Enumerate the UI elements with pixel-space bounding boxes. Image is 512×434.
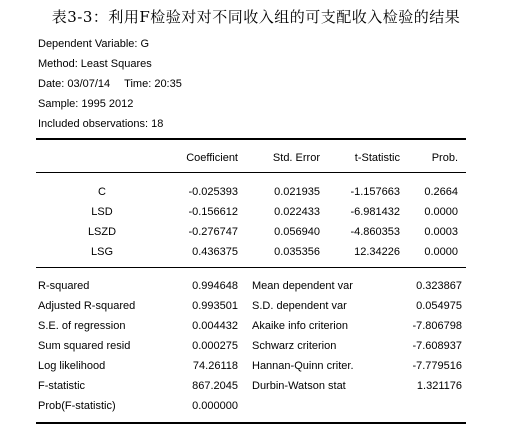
estimation-datetime [38, 78, 182, 90]
stat-label: Schwarz criterion [252, 340, 337, 352]
stat-value: 867.2045 [192, 380, 238, 392]
stat-value: 0.323867 [416, 280, 462, 292]
col-t-statistic: t-Statistic [354, 152, 400, 164]
stat-label: Adjusted R-squared [38, 300, 136, 312]
stat-label: R-squared [38, 280, 90, 292]
stat-label: Akaike info criterion [252, 320, 348, 332]
coefficient-value: -0.025393 [188, 186, 238, 198]
stat-label: S.D. dependent var [252, 300, 347, 312]
estimation-date: Date: 03/07/14 [38, 78, 111, 90]
stat-value: 0.054975 [416, 300, 462, 312]
t-statistic-value: -4.860353 [350, 226, 400, 238]
stat-label: Prob(F-statistic) [38, 400, 116, 412]
top-rule [36, 138, 466, 140]
table-caption: 表3-3：利用F检验对对不同收入组的可支配收入检验的结果 [51, 8, 461, 26]
variable-name: C [98, 186, 106, 198]
stat-value: 0.000275 [192, 340, 238, 352]
col-coefficient: Coefficient [186, 152, 238, 164]
included-observations: Included observations: 18 [38, 118, 164, 130]
stat-value: -7.806798 [412, 320, 462, 332]
prob-value: 0.2664 [424, 186, 458, 198]
estimation-time: Time: 20:35 [124, 78, 182, 90]
variable-name: LSD [91, 206, 113, 218]
stat-value: 74.26118 [192, 360, 238, 372]
coefficient-value: -0.156612 [188, 206, 238, 218]
stat-value: 0.994648 [192, 280, 238, 292]
stat-label: F-statistic [38, 380, 86, 392]
stat-label: Mean dependent var [252, 280, 353, 292]
t-statistic-value: -6.981432 [350, 206, 400, 218]
variable-name: LSG [90, 246, 113, 258]
stat-label: Hannan-Quinn criter. [252, 360, 354, 372]
dependent-variable: Dependent Variable: G [38, 38, 150, 50]
bottom-rule [36, 422, 466, 424]
stat-label: Durbin-Watson stat [252, 380, 346, 392]
coefficient-value: 0.436375 [192, 246, 238, 258]
estimation-method: Method: Least Squares [38, 58, 152, 70]
variable-name: LSZD [87, 226, 117, 238]
stat-label: Sum squared resid [38, 340, 131, 352]
prob-value: 0.0000 [424, 246, 458, 258]
stat-value: 0.004432 [192, 320, 238, 332]
t-statistic-value: 12.34226 [354, 246, 400, 258]
prob-value: 0.0000 [424, 206, 458, 218]
col-std-error: Std. Error [272, 152, 320, 164]
header-rule [36, 172, 466, 173]
std-error-value: 0.035356 [274, 246, 320, 258]
sample-range: Sample: 1995 2012 [38, 98, 134, 110]
t-statistic-value: -1.157663 [350, 186, 400, 198]
stat-value: -7.779516 [412, 360, 462, 372]
stat-label: S.E. of regression [38, 320, 126, 332]
coefficient-value: -0.276747 [188, 226, 238, 238]
std-error-value: 0.056940 [274, 226, 320, 238]
stat-value: -7.608937 [412, 340, 462, 352]
stat-label: Log likelihood [38, 360, 106, 372]
std-error-value: 0.021935 [274, 186, 320, 198]
col-prob: Prob. [431, 152, 458, 164]
std-error-value: 0.022433 [274, 206, 320, 218]
stat-value: 1.321176 [416, 380, 462, 392]
stat-value: 0.993501 [192, 300, 238, 312]
stat-value: 0.000000 [192, 400, 238, 412]
mid-rule [36, 267, 466, 268]
prob-value: 0.0003 [424, 226, 458, 238]
